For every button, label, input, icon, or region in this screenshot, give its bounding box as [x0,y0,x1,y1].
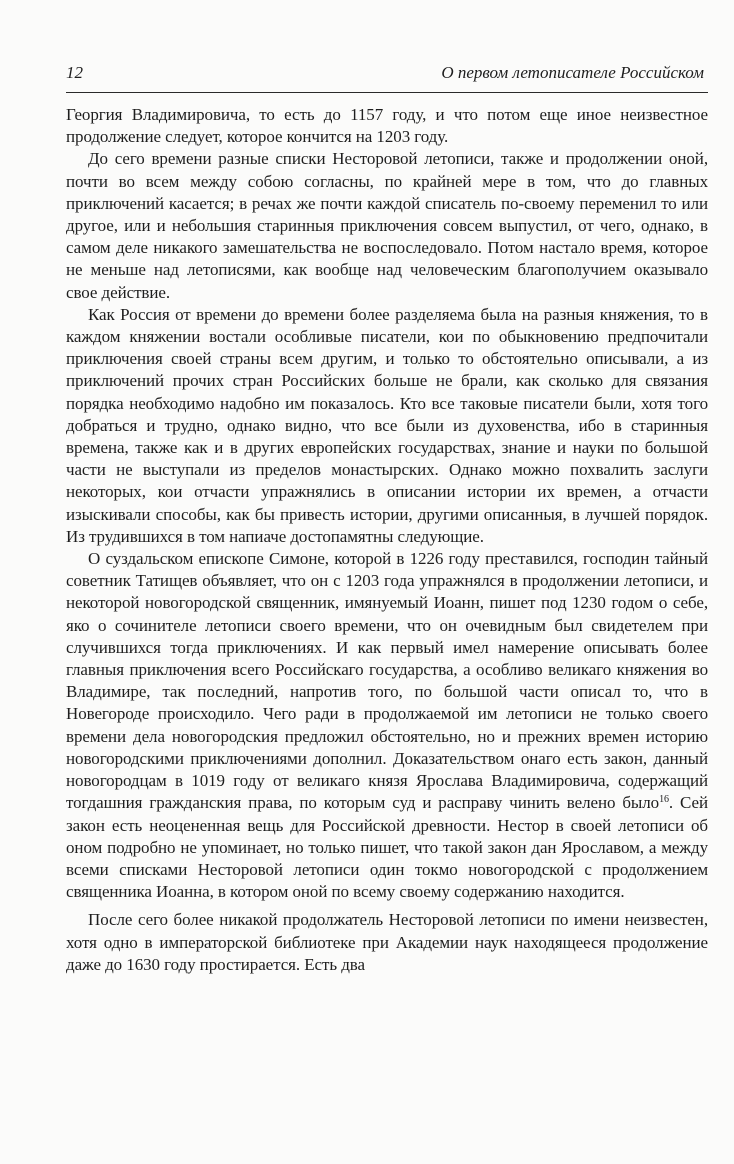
paragraph [66,548,708,903]
paragraph-text: . Сей закон есть неоцененная вещь для Российской древности. Нестор в своей летописи об оном подробно не упоминает, но только пишет, что такой закон дан Ярославом, а между всеми списками Несторовой летописи один токмо новогородской с продолжением священника Иоанна, в котором оной по всему своему содержанию находится. [66,793,708,902]
paragraph: До сего времени разные списки Несторовой летописи, также и продолжении оной, почти во всем между собою согласны, по крайней мере в том, что до главных приключений касается; в речах же почти каждой списатель по-своему переменил то или другое, или и небольшия старинныя приключения совсем выпустил, от чего, однако, в самом деле никакого замешательства не воспоследовало. Потом настало время, которое не меньше над летописями, как вообще над человеческим благополучием оказывало свое действие. [66,149,708,302]
page-number: 12 [66,63,83,82]
running-title: О первом летописателе Российском [441,63,704,82]
paragraph-text: О суздальском епископе Симоне, которой в 1226 году преставился, господин тайный советник Татищев объявляет, что он с 1203 года упражнялся в продолжении летописи, и некоторой новогородской священник, имянуемый Иоанн, пишет под 1230 годом о себе, яко о сочинителе летописи своего времени, что он очевидным был свидетелем при случившихся тогда приключениях. И как первый имел намерение описывать более главныя приключения всего Российскаго государства, а особливо великаго княжения во Владимире, так последний, напротив того, по большой части описал то, что в Новегороде происходило. Чего ради в продолжаемой им летописи не только своего времени дела новогородския предложил обстоятельно, но и прежних времен историю новогородскими приключениями дополнил. Доказательством онаго есть закон, данный новогородцам в 1019 году от великаго князя Ярослава Владимировича, содержащий тогдашния гражданския права, по которым суд и расправу чинить велено было [66,549,708,813]
running-header [66,60,708,93]
paragraph: Как Россия от времени до времени более разделяема была на разныя княжения, то в каждом княжении востали особливые писатели, кои по обыкновению предпочитали приключения своей страны всем другим, и только то обстоятельно описывали, а из приключений прочих стран Российских больше не брали, как сколько для связания порядка необходимо надобно им показалось. Кто все таковые писатели были, хотя того добраться и трудно, однако видно, что все были из духовенства, ибо в старинныя времена, также как и в других европейских государствах, знание и науки по большой части не выступали из пределов монастырских. Однако можно похвалить заслуги некоторых, кои отчасти упражнялись в описании истории их времен, а отчасти изыскивали способы, как бы привесть истории, другими описанныя, в лучшей порядок. Из трудившихся в том напиаче достопамятны следующие. [66,304,708,546]
paragraph: После сего более никакой продолжатель Несторовой летописи по имени неизвестен, хотя одно в императорской библиотеке при Академии наук находящееся продолжение даже до 1630 году простирается. Есть два [66,910,708,974]
paragraph: Георгия Владимировича, то есть до 1157 году, и что потом еще иное неизвестное продолжение следует, которое кончится на 1203 году. [66,105,708,147]
footnote-reference: 16 [659,794,669,806]
body-text [66,104,708,976]
